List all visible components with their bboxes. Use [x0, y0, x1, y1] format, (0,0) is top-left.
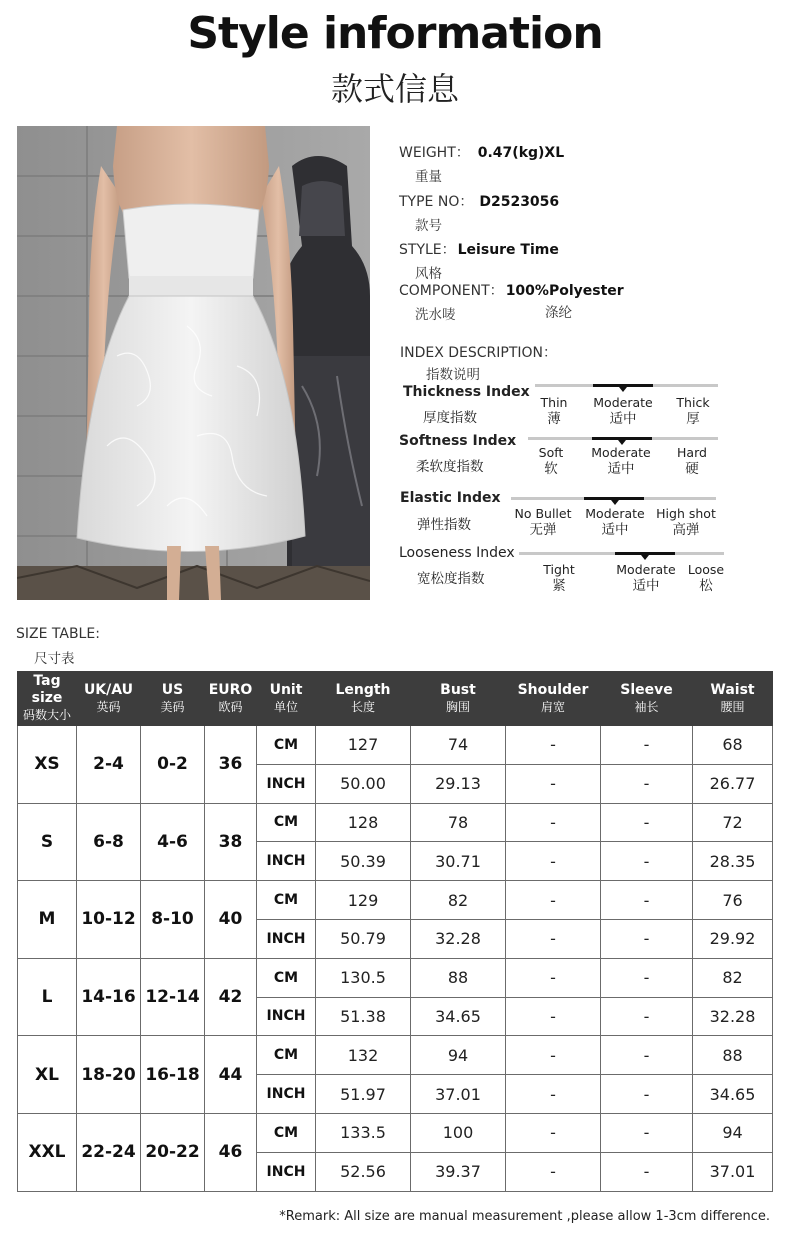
softness-option-soft-en: Soft [538, 445, 564, 460]
style-label: STYLE： [399, 242, 456, 258]
elastic-option-high-shot-cn: 高弹 [672, 522, 700, 538]
component-value: 100%Polyester [505, 283, 624, 299]
looseness-option-loose [682, 561, 730, 595]
looseness-option-loose-en: Loose [687, 562, 725, 577]
elastic-option-high-shot-en: High shot [656, 506, 716, 521]
weight-label-cn: 重量 [415, 169, 442, 185]
elastic-index-name: Elastic Index [400, 490, 501, 506]
col-header-cn: 袖长 [634, 699, 659, 714]
unit-cell: INCH [257, 842, 316, 881]
shoulder-cell: - [506, 881, 601, 920]
length-cell: 128 [316, 803, 411, 842]
euro-cell: 40 [205, 881, 257, 959]
elastic-option-no-bullet-cn: 无弹 [529, 522, 557, 538]
component-info [399, 280, 659, 323]
bust-cell: 32.28 [411, 919, 506, 958]
col-header-cn: 肩宽 [540, 699, 565, 714]
thickness-option-thick-en: Thick [676, 395, 710, 410]
bust-cell: 34.65 [411, 997, 506, 1036]
waist-cell: 94 [693, 1113, 773, 1152]
type-label-cn: 款号 [415, 218, 442, 234]
sleeve-cell: - [601, 919, 693, 958]
unit-cell: CM [257, 1113, 316, 1152]
shoulder-cell: - [506, 764, 601, 803]
softness-option-soft-cn: 软 [544, 461, 558, 477]
thickness-index-name: Thickness Index [403, 384, 530, 400]
us-cell: 4-6 [141, 803, 205, 881]
shoulder-cell: - [506, 842, 601, 881]
size-table-title-cn: 尺寸表 [34, 651, 75, 667]
elastic-option-moderate-cn: 适中 [601, 522, 629, 538]
bust-cell: 100 [411, 1113, 506, 1152]
uk-au-cell: 18-20 [77, 1036, 141, 1114]
waist-cell: 32.28 [693, 997, 773, 1036]
length-cell: 50.79 [316, 919, 411, 958]
col-header-cn: 美码 [160, 699, 185, 714]
col-header-en: Sleeve [620, 681, 673, 698]
component-value-cn: 涤纶 [545, 305, 572, 321]
us-cell: 12-14 [141, 958, 205, 1036]
sleeve-cell: - [601, 803, 693, 842]
length-cell: 51.97 [316, 1075, 411, 1114]
elastic-option-high-shot [654, 505, 718, 539]
index-description-title-cn: 指数说明 [426, 367, 480, 383]
uk-au-cell: 14-16 [77, 958, 141, 1036]
col-header-uk-au [77, 672, 141, 726]
us-cell: 0-2 [141, 726, 205, 804]
softness-index-name-cn: 柔软度指数 [416, 459, 484, 475]
waist-cell: 26.77 [693, 764, 773, 803]
shoulder-cell: - [506, 726, 601, 765]
col-header-length [316, 672, 411, 726]
size-table [17, 671, 773, 1192]
uk-au-cell: 10-12 [77, 881, 141, 959]
softness-index-name: Softness Index [399, 433, 517, 449]
thickness-option-thin [528, 394, 580, 428]
us-cell: 8-10 [141, 881, 205, 959]
bust-cell: 82 [411, 881, 506, 920]
uk-au-cell: 2-4 [77, 726, 141, 804]
sleeve-cell: - [601, 997, 693, 1036]
sleeve-cell: - [601, 881, 693, 920]
softness-option-moderate [586, 444, 656, 478]
softness-option-moderate-cn: 适中 [607, 461, 635, 477]
type-label: TYPE NO： [399, 194, 474, 210]
sleeve-cell: - [601, 1113, 693, 1152]
bust-cell: 39.37 [411, 1152, 506, 1191]
col-header-en: Waist [710, 681, 755, 698]
col-header-en: Length [335, 681, 391, 698]
us-cell: 16-18 [141, 1036, 205, 1114]
col-header-en: US [161, 681, 184, 698]
size-table-header-row [18, 672, 773, 726]
table-row [18, 1036, 773, 1075]
bust-cell: 88 [411, 958, 506, 997]
product-photo [17, 126, 370, 600]
shoulder-cell: - [506, 997, 601, 1036]
waist-cell: 28.35 [693, 842, 773, 881]
length-cell: 130.5 [316, 958, 411, 997]
unit-cell: INCH [257, 764, 316, 803]
unit-cell: CM [257, 881, 316, 920]
col-header-cn: 英码 [96, 699, 121, 714]
waist-cell: 34.65 [693, 1075, 773, 1114]
thickness-option-thick-cn: 厚 [686, 411, 700, 427]
unit-cell: INCH [257, 1075, 316, 1114]
euro-cell: 36 [205, 726, 257, 804]
table-row [18, 803, 773, 842]
thickness-option-thin-cn: 薄 [547, 411, 561, 427]
bust-cell: 94 [411, 1036, 506, 1075]
uk-au-cell: 6-8 [77, 803, 141, 881]
thickness-option-moderate-cn: 适中 [609, 411, 637, 427]
length-cell: 129 [316, 881, 411, 920]
waist-cell: 88 [693, 1036, 773, 1075]
softness-option-soft [525, 444, 577, 478]
looseness-option-moderate-en: Moderate [616, 562, 676, 577]
length-cell: 52.56 [316, 1152, 411, 1191]
waist-cell: 76 [693, 881, 773, 920]
euro-cell: 46 [205, 1113, 257, 1191]
component-label-cn: 洗水唛 [415, 307, 456, 323]
bust-cell: 37.01 [411, 1075, 506, 1114]
waist-cell: 82 [693, 958, 773, 997]
col-header-cn: 欧码 [218, 699, 243, 714]
page-title-cn: 款式信息 [330, 70, 459, 108]
looseness-option-loose-cn: 松 [699, 578, 713, 594]
col-header-sleeve [601, 672, 693, 726]
bust-cell: 78 [411, 803, 506, 842]
bust-cell: 74 [411, 726, 506, 765]
euro-cell: 42 [205, 958, 257, 1036]
length-cell: 132 [316, 1036, 411, 1075]
col-header-en: Shoulder [517, 681, 589, 698]
length-cell: 51.38 [316, 997, 411, 1036]
table-row [18, 726, 773, 765]
type-value: D2523056 [479, 194, 560, 210]
weight-value: 0.47(kg)XL [477, 145, 565, 161]
col-header-cn: 码数大小 [22, 708, 71, 722]
tag-size-cell: XXL [18, 1113, 77, 1191]
sleeve-cell: - [601, 726, 693, 765]
unit-cell: INCH [257, 919, 316, 958]
sleeve-cell: - [601, 958, 693, 997]
size-table-title: SIZE TABLE: [16, 626, 100, 642]
shoulder-cell: - [506, 1036, 601, 1075]
shoulder-cell: - [506, 919, 601, 958]
looseness-option-tight-en: Tight [543, 562, 575, 577]
shoulder-cell: - [506, 1113, 601, 1152]
component-label: COMPONENT： [399, 283, 504, 299]
type-info [399, 191, 559, 234]
sleeve-cell: - [601, 842, 693, 881]
page-title: Style information [187, 8, 603, 59]
softness-option-hard-en: Hard [677, 445, 707, 460]
style-value: Leisure Time [457, 242, 559, 258]
table-row [18, 1113, 773, 1152]
col-header-en: UK/AU [83, 681, 134, 698]
shoulder-cell: - [506, 803, 601, 842]
tag-size-cell: XL [18, 1036, 77, 1114]
elastic-index-name-cn: 弹性指数 [417, 517, 471, 533]
remark-note: *Remark: All size are manual measurement ,please allow 1-3cm difference. [279, 1209, 770, 1224]
softness-option-hard-cn: 硬 [685, 461, 699, 477]
thickness-option-moderate-en: Moderate [593, 395, 653, 410]
sleeve-cell: - [601, 1152, 693, 1191]
col-header-euro [205, 672, 257, 726]
tag-size-cell: XS [18, 726, 77, 804]
length-cell: 50.00 [316, 764, 411, 803]
unit-cell: INCH [257, 997, 316, 1036]
unit-cell: CM [257, 958, 316, 997]
elastic-option-moderate-en: Moderate [585, 506, 645, 521]
looseness-index-name: Looseness Index [399, 545, 515, 561]
bust-cell: 30.71 [411, 842, 506, 881]
shoulder-cell: - [506, 1075, 601, 1114]
col-header-waist [693, 672, 773, 726]
waist-cell: 68 [693, 726, 773, 765]
length-cell: 133.5 [316, 1113, 411, 1152]
looseness-option-tight [533, 561, 585, 595]
waist-cell: 37.01 [693, 1152, 773, 1191]
euro-cell: 44 [205, 1036, 257, 1114]
unit-cell: CM [257, 803, 316, 842]
col-header-us [141, 672, 205, 726]
shoulder-cell: - [506, 958, 601, 997]
elastic-option-no-bullet [511, 505, 575, 539]
col-header-cn: 长度 [350, 699, 375, 714]
length-cell: 127 [316, 726, 411, 765]
table-row [18, 881, 773, 920]
looseness-option-moderate-cn: 适中 [632, 578, 660, 594]
weight-label: WEIGHT： [399, 145, 470, 161]
col-header-cn: 胸围 [445, 699, 470, 714]
col-header-cn: 腰围 [720, 699, 745, 714]
size-table-body [18, 726, 773, 1192]
looseness-index-name-cn: 宽松度指数 [417, 571, 485, 587]
col-header-en: Bust [440, 681, 476, 698]
sleeve-cell: - [601, 1075, 693, 1114]
looseness-selected-marker-icon [641, 555, 649, 560]
softness-option-hard [666, 444, 718, 478]
bust-cell: 29.13 [411, 764, 506, 803]
waist-cell: 72 [693, 803, 773, 842]
uk-au-cell: 22-24 [77, 1113, 141, 1191]
unit-cell: CM [257, 1036, 316, 1075]
index-description-title: INDEX DESCRIPTION： [400, 345, 558, 361]
softness-option-moderate-en: Moderate [591, 445, 651, 460]
weight-info [399, 142, 564, 185]
thickness-option-moderate [588, 394, 658, 428]
elastic-option-moderate [580, 505, 650, 539]
sleeve-cell: - [601, 764, 693, 803]
looseness-option-moderate [611, 561, 681, 595]
col-header-en: Unit [269, 681, 303, 698]
table-row [18, 958, 773, 997]
col-header-unit [257, 672, 316, 726]
col-header-bust [411, 672, 506, 726]
length-cell: 50.39 [316, 842, 411, 881]
looseness-option-tight-cn: 紧 [552, 578, 566, 594]
style-label-cn: 风格 [415, 266, 442, 282]
tag-size-cell: S [18, 803, 77, 881]
shoulder-cell: - [506, 1152, 601, 1191]
unit-cell: CM [257, 726, 316, 765]
col-header-en: Tag size [31, 673, 63, 706]
tag-size-cell: M [18, 881, 77, 959]
unit-cell: INCH [257, 1152, 316, 1191]
col-header-tag-size [18, 672, 77, 726]
tag-size-cell: L [18, 958, 77, 1036]
col-header-shoulder [506, 672, 601, 726]
thickness-option-thin-en: Thin [540, 395, 568, 410]
thickness-index-name-cn: 厚度指数 [423, 410, 477, 426]
col-header-en: EURO [208, 681, 253, 698]
thickness-selected-marker-icon [619, 387, 627, 392]
us-cell: 20-22 [141, 1113, 205, 1191]
style-info [399, 239, 559, 282]
euro-cell: 38 [205, 803, 257, 881]
waist-cell: 29.92 [693, 919, 773, 958]
sleeve-cell: - [601, 1036, 693, 1075]
col-header-cn: 单位 [273, 699, 298, 714]
thickness-option-thick [667, 394, 719, 428]
elastic-option-no-bullet-en: No Bullet [514, 506, 572, 521]
